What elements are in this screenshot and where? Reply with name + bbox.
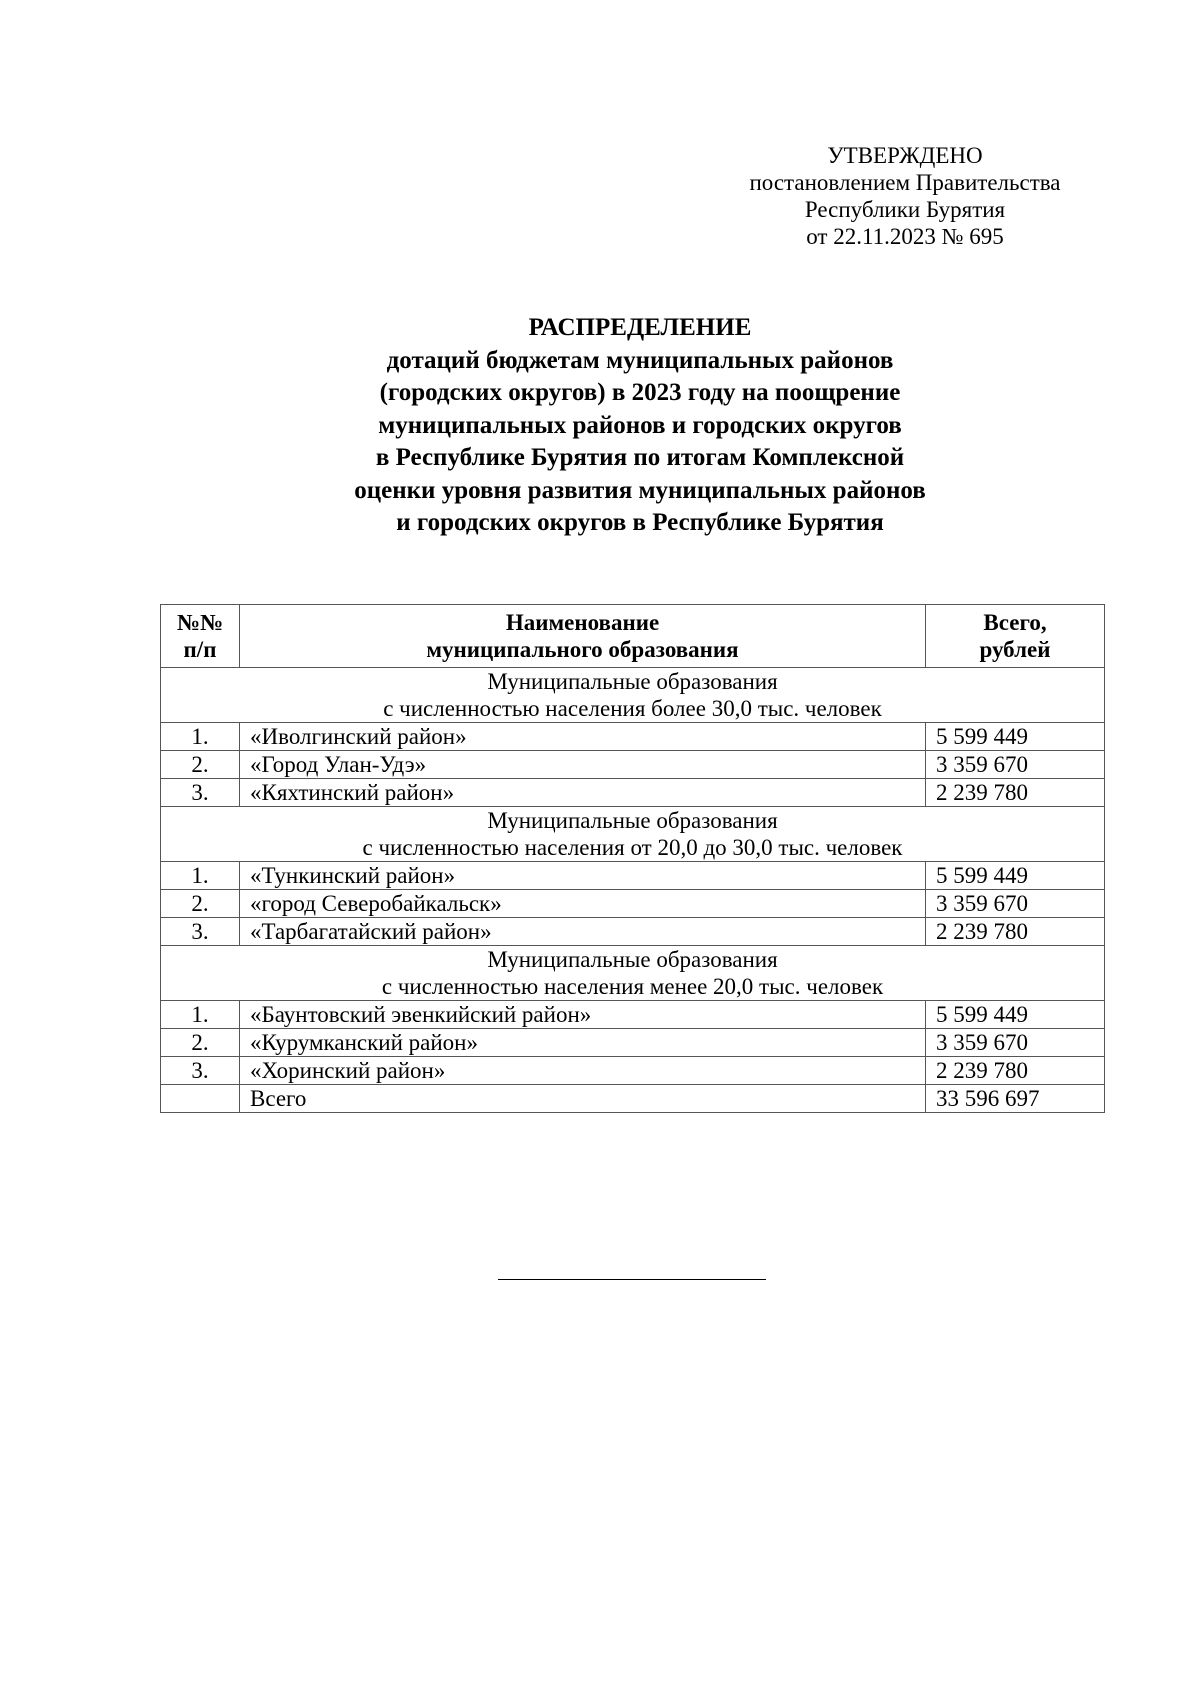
row-name: «Баунтовский эвенкийский район»	[240, 1001, 926, 1029]
group-header-row	[161, 946, 1105, 1001]
title-line: в Республике Бурятия по итогам Комплексной	[375, 444, 905, 471]
table-row	[161, 890, 1105, 918]
row-number: 1.	[161, 862, 240, 890]
row-number: 1.	[161, 723, 240, 751]
row-name: «город Северобайкальск»	[240, 890, 926, 918]
table-header-row	[161, 605, 1105, 668]
row-total: 2 239 780	[926, 918, 1105, 946]
row-total: 3 359 670	[926, 751, 1105, 779]
table-row	[161, 1029, 1105, 1057]
table-row	[161, 862, 1105, 890]
row-name: «Иволгинский район»	[240, 723, 926, 751]
allocation-table	[160, 604, 1105, 1113]
approval-status: УТВЕРЖДЕНО	[827, 143, 983, 168]
row-name: «Хоринский район»	[240, 1057, 926, 1085]
row-name: «Тарбагатайский район»	[240, 918, 926, 946]
header-number: №№ п/п	[161, 605, 240, 668]
row-total: 5 599 449	[926, 723, 1105, 751]
row-total: 5 599 449	[926, 1001, 1105, 1029]
group-title: Муниципальные образования с численностью населения более 30,0 тыс. человек	[161, 668, 1105, 723]
row-number: 2.	[161, 1029, 240, 1057]
title-line: муниципальных районов и городских округов	[378, 411, 902, 439]
grand-total: 33 596 697	[926, 1085, 1105, 1113]
header-total: Всего, рублей	[926, 605, 1105, 668]
header-name: Наименование муниципального образования	[240, 605, 926, 668]
title-heading: РАСПРЕДЕЛЕНИЕ	[528, 314, 752, 341]
row-total: 3 359 670	[926, 1029, 1105, 1057]
row-name: «Город Улан-Удэ»	[240, 751, 926, 779]
group-header-row	[161, 668, 1105, 723]
title-line: и городских округов в Республике Бурятия	[396, 509, 884, 536]
row-name: «Курумканский район»	[240, 1029, 926, 1057]
total-row-number	[161, 1085, 240, 1113]
total-label: Всего	[240, 1085, 926, 1113]
end-of-document-rule	[498, 1279, 766, 1280]
table-row	[161, 918, 1105, 946]
row-number: 3.	[161, 918, 240, 946]
approval-authority: постановлением Правительства	[749, 170, 1061, 195]
group-header-row	[161, 807, 1105, 862]
row-name: «Тункинский район»	[240, 862, 926, 890]
table-row	[161, 1001, 1105, 1029]
title-line: дотаций бюджетам муниципальных районов	[386, 346, 894, 374]
row-number: 2.	[161, 751, 240, 779]
document-title	[160, 312, 1120, 540]
row-total: 2 239 780	[926, 779, 1105, 807]
group-title: Муниципальные образования с численностью населения менее 20,0 тыс. человек	[161, 946, 1105, 1001]
table-row	[161, 1057, 1105, 1085]
title-line: оценки уровня развития муниципальных районов	[354, 476, 926, 504]
row-number: 3.	[161, 1057, 240, 1085]
group-title: Муниципальные образования с численностью населения от 20,0 до 30,0 тыс. человек	[161, 807, 1105, 862]
row-number: 3.	[161, 779, 240, 807]
row-total: 2 239 780	[926, 1057, 1105, 1085]
approval-republic: Республики Бурятия	[804, 197, 1006, 222]
approval-date-number: от 22.11.2023 № 695	[806, 224, 1004, 249]
table-row	[161, 751, 1105, 779]
total-row	[161, 1085, 1105, 1113]
approval-stamp	[735, 142, 1075, 250]
row-number: 2.	[161, 890, 240, 918]
row-total: 3 359 670	[926, 890, 1105, 918]
row-number: 1.	[161, 1001, 240, 1029]
table-row	[161, 723, 1105, 751]
table-row	[161, 779, 1105, 807]
title-line: (городских округов) в 2023 году на поощрение	[379, 379, 901, 406]
row-total: 5 599 449	[926, 862, 1105, 890]
row-name: «Кяхтинский район»	[240, 779, 926, 807]
